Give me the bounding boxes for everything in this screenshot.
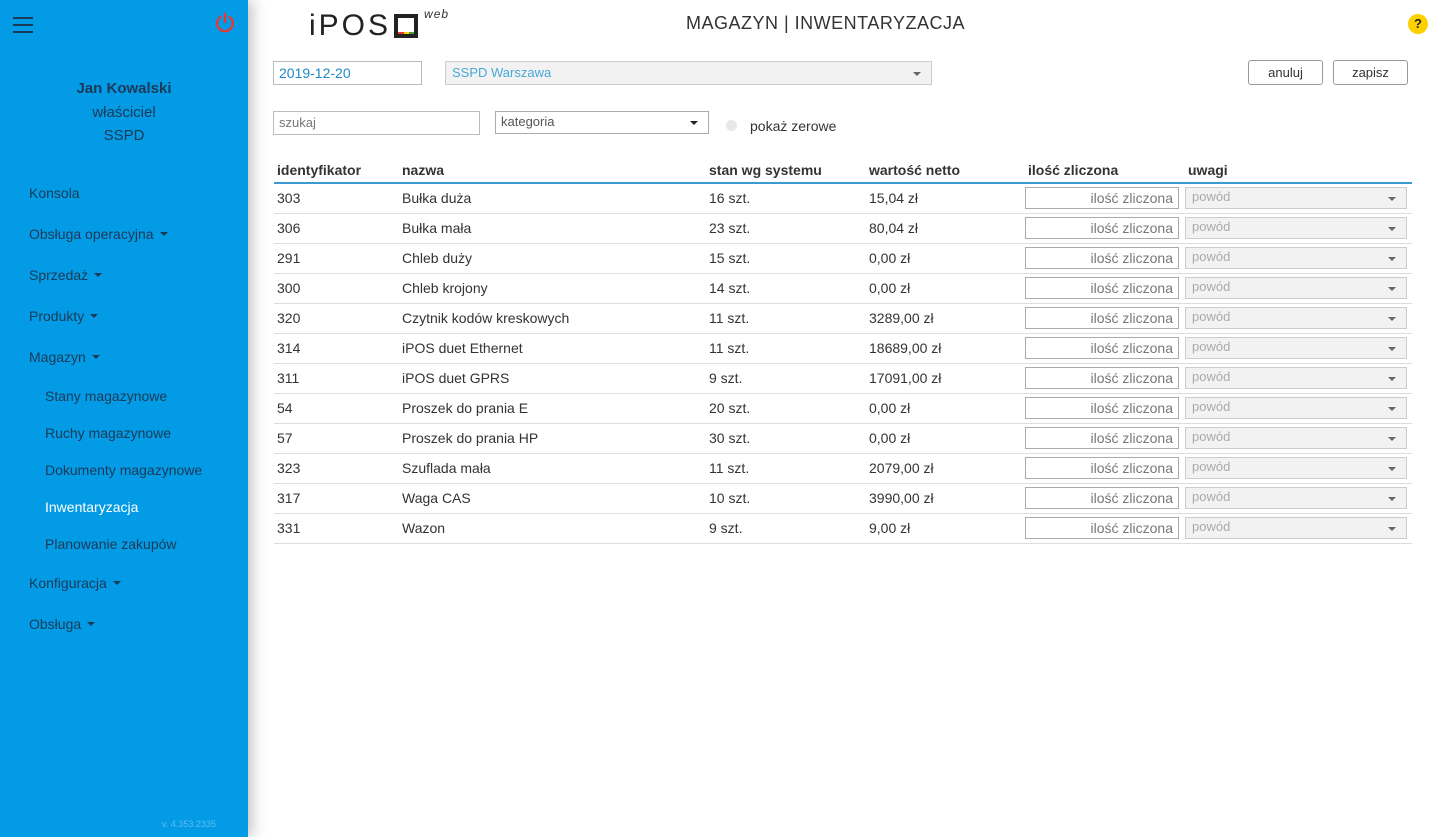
logo-text: iPOS	[309, 9, 392, 42]
counted-quantity-input[interactable]: ilość zliczona	[1025, 367, 1179, 389]
reason-select-value: powód	[1192, 339, 1231, 354]
shop-select-value: SSPD Warszawa	[452, 65, 552, 80]
cell-count	[1025, 363, 1185, 393]
cell-value: 0,00 zł	[866, 423, 1025, 453]
cell-value: 9,00 zł	[866, 513, 1025, 543]
cell-name: Czytnik kodów kreskowych	[399, 303, 706, 333]
reason-select[interactable]	[1185, 247, 1407, 269]
chevron-down-icon	[913, 72, 921, 76]
cell-notes	[1185, 363, 1412, 393]
cell-count	[1025, 513, 1185, 543]
sidebar-item-label: Sprzedaż	[29, 266, 89, 283]
cell-stock: 10 szt.	[706, 483, 866, 513]
sidebar-subitem-ruchy-magazynowe[interactable]	[0, 414, 248, 451]
chevron-down-icon	[1388, 377, 1396, 381]
cell-stock: 15 szt.	[706, 243, 866, 273]
cell-stock: 11 szt.	[706, 333, 866, 363]
column-header-id[interactable]: identyfikator	[274, 157, 399, 183]
sidebar-subitem-planowanie-zakupow[interactable]	[0, 525, 248, 562]
reason-select-value: powód	[1192, 279, 1231, 294]
chevron-down-icon	[1388, 467, 1396, 471]
cell-id: 300	[274, 273, 399, 303]
table-row	[274, 333, 1412, 363]
cell-notes	[1185, 453, 1412, 483]
sidebar-subitem-label: Stany magazynowe	[45, 387, 168, 404]
cell-name: Chleb duży	[399, 243, 706, 273]
cell-stock: 9 szt.	[706, 513, 866, 543]
table-row	[274, 303, 1412, 333]
reason-select-value: powód	[1192, 519, 1231, 534]
reason-select-value: powód	[1192, 309, 1231, 324]
main-content	[248, 0, 1436, 837]
cell-value: 17091,00 zł	[866, 363, 1025, 393]
cell-notes	[1185, 483, 1412, 513]
sidebar-menu	[0, 172, 248, 644]
caret-down-icon	[160, 232, 168, 236]
cell-name: Szuflada mała	[399, 453, 706, 483]
sidebar-item-label: Obsługa operacyjna	[29, 225, 154, 242]
version-label: v. 4.353.2335	[162, 819, 216, 829]
sidebar-item-obsluga-operacyjna[interactable]	[0, 213, 248, 254]
cell-notes	[1185, 213, 1412, 243]
reason-select[interactable]	[1185, 367, 1407, 389]
sidebar-item-sprzedaz[interactable]	[0, 254, 248, 295]
cell-notes	[1185, 333, 1412, 363]
cell-name: Proszek do prania HP	[399, 423, 706, 453]
cell-name: Bułka duża	[399, 183, 706, 213]
cell-count	[1025, 423, 1185, 453]
sidebar-item-obsluga[interactable]	[0, 603, 248, 644]
caret-down-icon	[87, 622, 95, 626]
column-header-stock[interactable]: stan wg systemu	[706, 157, 866, 183]
user-name: Jan Kowalski	[76, 80, 172, 97]
hamburger-menu-icon[interactable]	[13, 17, 33, 33]
table-row	[274, 363, 1412, 393]
cell-value: 3990,00 zł	[866, 483, 1025, 513]
chevron-down-icon	[1388, 257, 1396, 261]
reason-select[interactable]	[1185, 187, 1407, 209]
counted-quantity-input[interactable]: ilość zliczona	[1025, 517, 1179, 539]
cell-count	[1025, 303, 1185, 333]
chevron-down-icon	[1388, 317, 1396, 321]
cell-value: 0,00 zł	[866, 243, 1025, 273]
sidebar-item-label: Obsługa	[29, 615, 82, 632]
reason-select-value: powód	[1192, 489, 1231, 504]
cell-id: 320	[274, 303, 399, 333]
reason-select-value: powód	[1192, 219, 1231, 234]
column-header-value[interactable]: wartość netto	[866, 157, 1025, 183]
cell-id: 314	[274, 333, 399, 363]
reason-select-value: powód	[1192, 459, 1231, 474]
cell-name: Waga CAS	[399, 483, 706, 513]
table-row	[274, 243, 1412, 273]
chevron-down-icon	[1388, 527, 1396, 531]
reason-select[interactable]	[1185, 217, 1407, 239]
cell-value: 2079,00 zł	[866, 453, 1025, 483]
cell-name: Wazon	[399, 513, 706, 543]
sidebar	[0, 0, 248, 837]
cell-count	[1025, 183, 1185, 213]
sidebar-subitem-label: Inwentaryzacja	[45, 498, 139, 515]
caret-down-icon	[90, 314, 98, 318]
logo-suffix: web	[424, 7, 450, 21]
counted-quantity-input[interactable]: ilość zliczona	[1025, 427, 1179, 449]
table-row	[274, 213, 1412, 243]
inventory-table	[274, 157, 1412, 544]
logo-square-icon	[394, 14, 418, 38]
cell-name: Proszek do prania E	[399, 393, 706, 423]
cell-notes	[1185, 303, 1412, 333]
cell-count	[1025, 483, 1185, 513]
reason-select[interactable]	[1185, 307, 1407, 329]
cell-name: iPOS duet Ethernet	[399, 333, 706, 363]
counted-quantity-input[interactable]: ilość zliczona	[1025, 247, 1179, 269]
user-company: SSPD	[103, 127, 145, 144]
cell-value: 0,00 zł	[866, 393, 1025, 423]
cell-name: iPOS duet GPRS	[399, 363, 706, 393]
cell-stock: 11 szt.	[706, 303, 866, 333]
table-row	[274, 513, 1412, 543]
ipos-logo	[309, 7, 450, 42]
cell-count	[1025, 453, 1185, 483]
counted-quantity-input[interactable]: ilość zliczona	[1025, 397, 1179, 419]
power-icon[interactable]	[214, 12, 236, 34]
sidebar-item-label: Produkty	[29, 307, 85, 324]
cell-value: 18689,00 zł	[866, 333, 1025, 363]
counted-quantity-input[interactable]: ilość zliczona	[1025, 487, 1179, 509]
cell-name: Chleb krojony	[399, 273, 706, 303]
reason-select[interactable]	[1185, 487, 1407, 509]
sidebar-item-konfiguracja[interactable]	[0, 562, 248, 603]
cell-id: 311	[274, 363, 399, 393]
cell-id: 291	[274, 243, 399, 273]
cell-notes	[1185, 423, 1412, 453]
cell-id: 57	[274, 423, 399, 453]
cell-count	[1025, 243, 1185, 273]
counted-quantity-input[interactable]: ilość zliczona	[1025, 457, 1179, 479]
table-row	[274, 183, 1412, 213]
cell-value: 3289,00 zł	[866, 303, 1025, 333]
chevron-down-icon	[1388, 287, 1396, 291]
cell-id: 331	[274, 513, 399, 543]
table-row	[274, 423, 1412, 453]
caret-down-icon	[113, 581, 121, 585]
reason-select[interactable]	[1185, 397, 1407, 419]
date-field[interactable]: 2019-12-20	[273, 61, 422, 85]
reason-select-value: powód	[1192, 249, 1231, 264]
sidebar-item-konsola[interactable]	[0, 172, 248, 213]
cell-count	[1025, 333, 1185, 363]
counted-quantity-input[interactable]: ilość zliczona	[1025, 277, 1179, 299]
sidebar-item-produkty[interactable]	[0, 295, 248, 336]
sidebar-item-label: Konfiguracja	[29, 574, 107, 591]
counted-quantity-input[interactable]: ilość zliczona	[1025, 337, 1179, 359]
reason-select[interactable]	[1185, 457, 1407, 479]
cell-id: 317	[274, 483, 399, 513]
table-row	[274, 273, 1412, 303]
cell-count	[1025, 273, 1185, 303]
sidebar-item-label: Konsola	[29, 184, 80, 201]
chevron-down-icon	[1388, 437, 1396, 441]
cell-notes	[1185, 273, 1412, 303]
column-header-count[interactable]: ilość zliczona	[1025, 157, 1185, 183]
chevron-down-icon	[1388, 347, 1396, 351]
page-title: MAGAZYN | INWENTARYZACJA	[686, 13, 966, 33]
cell-stock: 11 szt.	[706, 453, 866, 483]
sidebar-subitem-dokumenty-magazynowe[interactable]	[0, 451, 248, 488]
counted-quantity-input[interactable]: ilość zliczona	[1025, 217, 1179, 239]
counted-quantity-input[interactable]: ilość zliczona	[1025, 307, 1179, 329]
cancel-button[interactable]: anuluj	[1248, 60, 1323, 85]
reason-select-value: powód	[1192, 399, 1231, 414]
cell-notes	[1185, 513, 1412, 543]
reason-select[interactable]	[1185, 427, 1407, 449]
cell-stock: 23 szt.	[706, 213, 866, 243]
reason-select-value: powód	[1192, 189, 1231, 205]
reason-select[interactable]	[1185, 277, 1407, 299]
cell-stock: 9 szt.	[706, 363, 866, 393]
reason-select-value: powód	[1192, 429, 1231, 444]
shop-select[interactable]	[445, 61, 932, 85]
cell-stock: 30 szt.	[706, 423, 866, 453]
show-zero-label: pokaż zerowe	[750, 118, 837, 134]
cell-count	[1025, 393, 1185, 423]
sidebar-subitem-label: Dokumenty magazynowe	[45, 461, 203, 478]
counted-quantity-input[interactable]: ilość zliczona	[1025, 187, 1179, 209]
help-icon[interactable]: ?	[1408, 14, 1428, 34]
caret-down-icon	[94, 273, 102, 277]
cell-id: 54	[274, 393, 399, 423]
user-role: właściciel	[92, 104, 156, 121]
sidebar-subitem-label: Planowanie zakupów	[45, 535, 177, 552]
chevron-down-icon	[1388, 197, 1396, 201]
sidebar-subitem-inwentaryzacja[interactable]	[0, 488, 248, 525]
save-button[interactable]: zapisz	[1333, 60, 1408, 85]
user-info	[0, 78, 248, 147]
category-select[interactable]	[495, 111, 709, 134]
reason-select[interactable]	[1185, 517, 1407, 539]
cell-value: 15,04 zł	[866, 183, 1025, 213]
cell-notes	[1185, 183, 1412, 213]
cell-stock: 20 szt.	[706, 393, 866, 423]
reason-select-value: powód	[1192, 369, 1231, 384]
table-row	[274, 453, 1412, 483]
chevron-down-icon	[690, 121, 698, 125]
cell-id: 306	[274, 213, 399, 243]
search-input[interactable]: szukaj	[273, 111, 480, 135]
column-header-notes[interactable]: uwagi	[1185, 157, 1412, 183]
cell-notes	[1185, 393, 1412, 423]
show-zero-toggle[interactable]	[726, 120, 737, 131]
table-row	[274, 483, 1412, 513]
sidebar-subitem-label: Ruchy magazynowe	[45, 424, 172, 441]
sidebar-item-label: Magazyn	[29, 348, 86, 365]
cell-notes	[1185, 243, 1412, 273]
cell-stock: 16 szt.	[706, 183, 866, 213]
caret-down-icon	[92, 355, 100, 359]
chevron-down-icon	[1388, 227, 1396, 231]
cell-id: 323	[274, 453, 399, 483]
cell-value: 80,04 zł	[866, 213, 1025, 243]
column-header-name[interactable]: nazwa	[399, 157, 706, 183]
chevron-down-icon	[1388, 497, 1396, 501]
cell-value: 0,00 zł	[866, 273, 1025, 303]
reason-select[interactable]	[1185, 337, 1407, 359]
category-select-value: kategoria	[501, 114, 555, 129]
table-body	[274, 183, 1412, 543]
cell-id: 303	[274, 183, 399, 213]
cell-name: Bułka mała	[399, 213, 706, 243]
chevron-down-icon	[1388, 407, 1396, 411]
cell-stock: 14 szt.	[706, 273, 866, 303]
table-row	[274, 393, 1412, 423]
table-header-row	[274, 157, 1412, 183]
sidebar-item-magazyn[interactable]	[0, 336, 248, 377]
sidebar-subitem-stany-magazynowe[interactable]	[0, 377, 248, 414]
cell-count	[1025, 213, 1185, 243]
